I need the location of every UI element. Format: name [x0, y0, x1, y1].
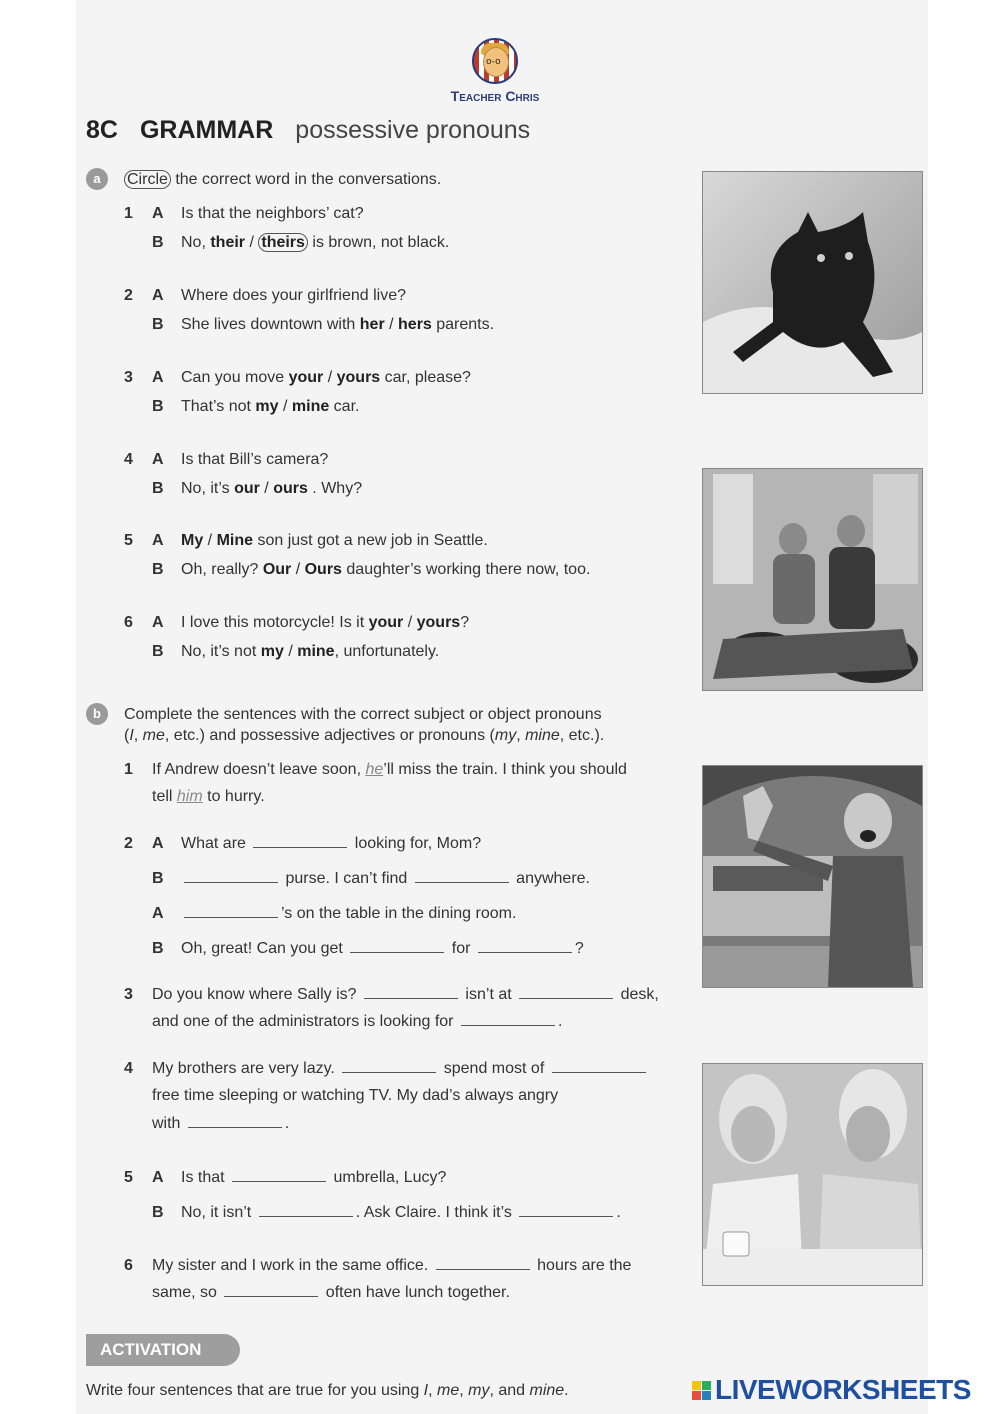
- answer-blank[interactable]: [232, 1180, 326, 1182]
- dialogue-line: No, their / theirs is brown, not black.: [181, 234, 450, 251]
- word-choice[interactable]: Ours: [304, 561, 342, 578]
- sentence-line: purse. I can’t find anywhere.: [181, 870, 590, 888]
- word-choice[interactable]: your: [368, 614, 404, 631]
- sentence-line: My sister and I work in the same office. hours are the: [152, 1257, 632, 1274]
- sentence-line: Do you know where Sally is? isn’t at desk,: [152, 986, 659, 1003]
- circle-keyword: Circle: [124, 170, 171, 189]
- topic-name: possessive pronouns: [295, 116, 531, 144]
- speaker-label: B: [152, 940, 164, 957]
- speaker-label: A: [152, 287, 164, 304]
- sentence-line: with .: [152, 1115, 290, 1132]
- speaker-label: B: [152, 480, 164, 497]
- part-b-instruction: Complete the sentences with the correct subject or object pronouns (I, me, etc.) and possessive adjectives or pronouns (my, mine, etc.).: [124, 706, 605, 744]
- section-name: GRAMMAR: [139, 116, 274, 144]
- dialogue-line: Can you move your / yours car, please?: [181, 369, 471, 386]
- two-women-at-cafe-photo: [702, 1063, 923, 1286]
- dialogue-line: Where does your girlfriend live?: [181, 287, 406, 304]
- dialogue-line: Is that Bill’s camera?: [181, 451, 329, 468]
- item-number: 5: [124, 532, 133, 549]
- word-choice[interactable]: yours: [416, 614, 461, 631]
- speaker-label: A: [152, 835, 164, 852]
- speaker-label: B: [152, 561, 164, 578]
- dialogue-line: I love this motorcycle! Is it your / yours?: [181, 614, 470, 631]
- dialogue-line: She lives downtown with her / hers parents.: [181, 316, 495, 333]
- item-number: 4: [124, 1060, 133, 1077]
- item-number: 2: [124, 287, 133, 304]
- teacher-avatar-icon: o-o: [472, 38, 518, 84]
- word-choice[interactable]: My: [181, 532, 204, 549]
- item-number: 2: [124, 835, 133, 852]
- item-number: 6: [124, 1257, 133, 1274]
- word-choice[interactable]: hers: [398, 316, 432, 333]
- part-b-badge: b: [86, 703, 108, 725]
- answer-blank[interactable]: [259, 1215, 353, 1217]
- liveworksheets-watermark: LIVEWORKSHEETS: [692, 1374, 971, 1406]
- sentence-line: My brothers are very lazy. spend most of: [152, 1060, 649, 1078]
- word-choice[interactable]: Our: [262, 561, 292, 578]
- example-answer: him: [176, 788, 203, 805]
- answer-blank[interactable]: [364, 997, 458, 999]
- sentence-line: Is that umbrella, Lucy?: [181, 1169, 447, 1186]
- dialogue-line: Is that the neighbors’ cat?: [181, 205, 364, 222]
- part-a-badge: a: [86, 168, 108, 190]
- word-choice[interactable]: mine: [291, 398, 330, 415]
- couple-with-motorcycle-photo: [702, 468, 923, 691]
- activation-tab: ACTIVATION: [86, 1334, 240, 1366]
- dialogue-line: That’s not my / mine car.: [181, 398, 360, 415]
- answer-blank[interactable]: [552, 1071, 646, 1073]
- sentence-line: If Andrew doesn’t leave soon, he’ll miss the train. I think you should: [152, 761, 627, 778]
- sentence-line: free time sleeping or watching TV. My dad’s always angry: [152, 1087, 559, 1104]
- speaker-label: B: [152, 1204, 164, 1221]
- item-number: 1: [124, 205, 133, 222]
- speaker-label: A: [152, 532, 164, 549]
- answer-blank[interactable]: [253, 846, 347, 848]
- answer-blank[interactable]: [519, 997, 613, 999]
- sentence-line: same, so often have lunch together.: [152, 1284, 510, 1301]
- item-number: 6: [124, 614, 133, 631]
- answer-blank[interactable]: [184, 916, 278, 918]
- dialogue-line: No, it’s our / ours . Why?: [181, 480, 363, 497]
- item-number: 5: [124, 1169, 133, 1186]
- speaker-label: B: [152, 234, 164, 251]
- teacher-chris-logo: [440, 38, 550, 104]
- page-title: [86, 116, 530, 145]
- speaker-label: A: [152, 614, 164, 631]
- speaker-label: B: [152, 643, 164, 660]
- logo-text: Teacher Chris: [450, 88, 540, 104]
- word-choice[interactable]: their: [210, 234, 246, 251]
- speaker-label: B: [152, 316, 164, 333]
- item-number: 1: [124, 761, 133, 778]
- answer-blank[interactable]: [188, 1126, 282, 1128]
- item-number: 3: [124, 369, 133, 386]
- answer-blank[interactable]: [342, 1071, 436, 1073]
- word-choice[interactable]: my: [255, 398, 279, 415]
- answer-blank[interactable]: [350, 951, 444, 953]
- answer-blank[interactable]: [224, 1295, 318, 1297]
- dialogue-line: My / Mine son just got a new job in Seattle.: [181, 532, 488, 549]
- man-waving-at-train-photo: [702, 765, 923, 988]
- word-choice[interactable]: ours: [273, 480, 308, 497]
- sentence-line: Oh, great! Can you get for ?: [181, 940, 584, 957]
- circled-answer[interactable]: theirs: [258, 233, 308, 252]
- word-choice[interactable]: yours: [336, 369, 381, 386]
- dialogue-line: Oh, really? Our / Ours daughter’s working there now, too.: [181, 561, 591, 578]
- example-answer: he: [365, 761, 384, 778]
- speaker-label: A: [152, 451, 164, 468]
- word-choice[interactable]: mine: [297, 643, 335, 660]
- speaker-label: A: [152, 1169, 164, 1186]
- lesson-code: 8C: [86, 116, 118, 144]
- item-number: 4: [124, 451, 133, 468]
- speaker-label: A: [152, 905, 164, 922]
- speaker-label: B: [152, 398, 164, 415]
- part-a-instruction: Circle the correct word in the conversations.: [124, 169, 441, 190]
- answer-blank[interactable]: [519, 1215, 613, 1217]
- answer-blank[interactable]: [436, 1268, 530, 1270]
- black-cat-photo: [702, 171, 923, 394]
- item-number: 3: [124, 986, 133, 1003]
- speaker-label: A: [152, 369, 164, 386]
- liveworksheets-logo-icon: [692, 1381, 712, 1401]
- sentence-line: ’s on the table in the dining room.: [181, 905, 516, 923]
- word-choice[interactable]: her: [359, 316, 385, 333]
- activation-instruction: Write four sentences that are true for you using I, me, my, and mine.: [86, 1382, 569, 1399]
- speaker-label: B: [152, 870, 164, 887]
- sentence-line: and one of the administrators is looking for .: [152, 1013, 563, 1030]
- dialogue-line: No, it’s not my / mine, unfortunately.: [181, 643, 440, 660]
- answer-blank[interactable]: [478, 951, 572, 953]
- sentence-line: tell him to hurry.: [152, 788, 265, 805]
- answer-blank[interactable]: [184, 881, 278, 883]
- word-choice[interactable]: your: [288, 369, 324, 386]
- word-choice[interactable]: my: [260, 643, 284, 660]
- sentence-line: What are looking for, Mom?: [181, 835, 482, 852]
- word-choice[interactable]: our: [234, 480, 260, 497]
- sentence-line: No, it isn’t . Ask Claire. I think it’s .: [181, 1204, 621, 1221]
- answer-blank[interactable]: [461, 1024, 555, 1026]
- word-choice[interactable]: Mine: [216, 532, 254, 549]
- answer-blank[interactable]: [415, 881, 509, 883]
- speaker-label: A: [152, 205, 164, 222]
